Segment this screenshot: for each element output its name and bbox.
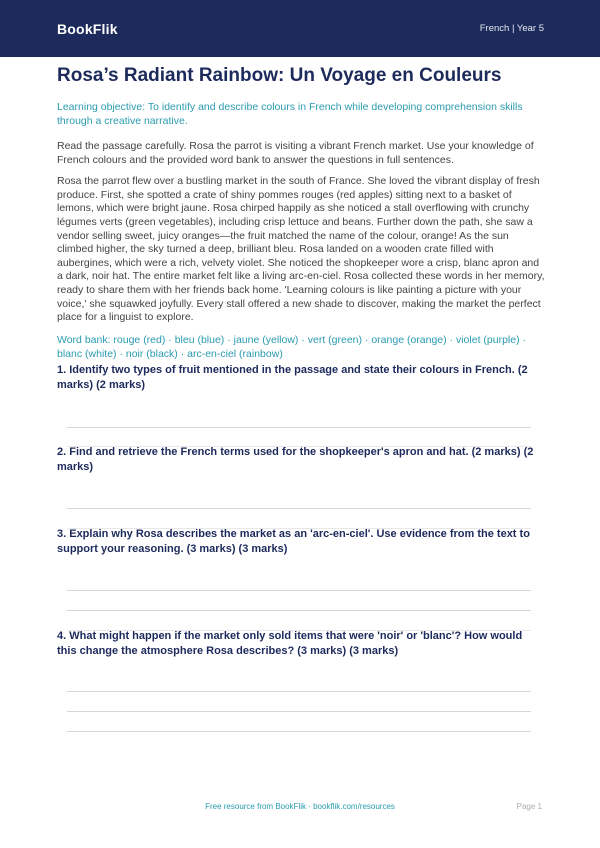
learning-objective: Learning objective: To identify and describe colours in French while developing comprehension skills through a creative narrative. <box>57 101 523 127</box>
answer-line[interactable] <box>67 508 531 509</box>
instructions: Read the passage carefully. Rosa the parrot is visiting a vibrant French market. Use your knowledge of French colours and the provided word bank to answer the questions in full sentences. <box>57 140 534 166</box>
reading-passage: Rosa the parrot flew over a bustling market in the south of France. She loved the vibrant display of fresh produce. First, she spotted a crate of shiny pommes rouges (red apples) sitting next to a basket of lemons, which were bright jaune. Rosa chirped happily as she noticed a stall overflowing with crunchy légumes verts (green vegetables), including crisp lettuce and beans. Further down the path, she saw a vendor selling sweet, juicy oranges—the fruit matched the name of the colour, orange! As the sun climbed higher, the sky turned a deep, brilliant bleu. Rosa landed on a wooden crate filled with aubergines, which were a rich, velvety violet. She noticed the shopkeeper wore a crisp, blanc apron and a dark, noir hat. The entire market felt like a living arc-en-ciel. Rosa collected these words in her memory, ready to share them with her friends back home. 'Learning colours is like painting a picture with your voice,' she squawked joyfully. Every stall offered a new shade to discover, making the market the perfect place for a linguist to explore. <box>57 175 545 324</box>
subject-year-label: French | Year 5 <box>479 23 544 34</box>
question-1: 1. Identify two types of fruit mentioned in the passage and state their colours in French. (2 marks) (2 marks) <box>57 364 528 391</box>
brand-logo-text: BookFlik <box>57 20 118 37</box>
worksheet-title: Rosa’s Radiant Rainbow: Un Voyage en Couleurs <box>57 65 502 86</box>
footer-credit: Free resource from BookFlik · bookflik.com/resources <box>205 802 395 811</box>
answer-line[interactable] <box>67 711 531 712</box>
question-4: 4. What might happen if the market only sold items that were 'noir' or 'blanc'? How would this change the atmosphere Rosa describes? (3 marks) (3 marks) <box>57 630 523 657</box>
main-content <box>57 64 547 361</box>
answer-line[interactable] <box>67 731 531 732</box>
answer-line[interactable] <box>67 691 531 692</box>
answer-line[interactable] <box>67 610 531 611</box>
question-3: 3. Explain why Rosa describes the market as an 'arc-en-ciel'. Use evidence from the text to support your reasoning. (3 marks) (3 marks) <box>57 528 530 555</box>
word-bank: Word bank: rouge (red) · bleu (blue) · jaune (yellow) · vert (green) · orange (orange) · violet (purple) · blanc (white) · noir (black) · arc-en-ciel (rainbow) <box>57 333 526 360</box>
page-number: Page 1 <box>516 802 542 811</box>
answer-line[interactable] <box>67 427 531 428</box>
header-bar <box>0 0 600 57</box>
answer-line[interactable] <box>67 590 531 591</box>
question-2: 2. Find and retrieve the French terms used for the shopkeeper's apron and hat. (2 marks) (2 marks) <box>57 446 534 473</box>
